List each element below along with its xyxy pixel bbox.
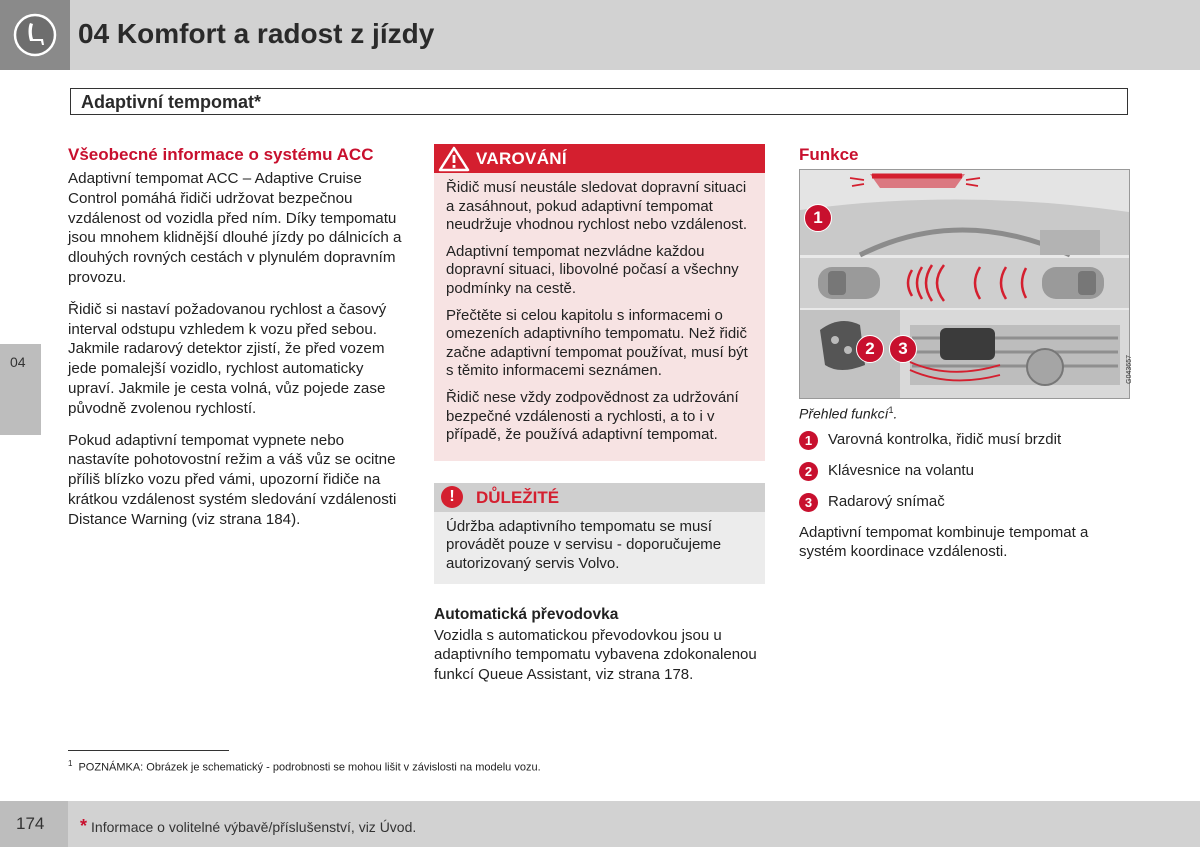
warning-triangle-icon	[438, 146, 470, 172]
legend-text: Varovná kontrolka, řidič musí brzdit	[828, 430, 1062, 448]
general-info-paragraph: Řidič si nastaví požadovanou rychlost a časový interval odstupu vzhledem k vozu před sebou. Jakmile radarový detektor zjistí, že před vozem jede pomalejší vozidlo, rychlost automaticky upraví. Jakmile je cesta volná, vůz pojede zase původně zvolenou rychlostí.	[68, 300, 387, 417]
section-title-box	[70, 88, 1128, 115]
important-header	[434, 483, 765, 512]
legend-number-badge: 2	[799, 462, 818, 481]
column-warnings	[434, 144, 765, 696]
footer-note	[80, 816, 416, 837]
automatic-transmission-text: Vozidla s automatickou převodovkou jsou u adaptivního tempomatu vybavena zdokonalenou funkcí Queue Assistant, viz strana 178.	[434, 626, 757, 683]
chapter-title: 04 Komfort a radost z jízdy	[78, 18, 435, 49]
footnote-text: POZNÁMKA: Obrázek je schematický - podrobnosti se mohou lišit v závislosti na modelu vozu.	[78, 761, 541, 774]
figure-code: G043657	[1126, 355, 1133, 384]
exclamation-icon: !	[441, 486, 463, 508]
legend-item	[799, 492, 1130, 512]
column-functions	[799, 145, 1133, 574]
functions-heading: Funkce	[799, 145, 859, 164]
footnote-rule	[68, 750, 229, 751]
important-title: DŮLEŽITÉ	[476, 487, 560, 507]
functions-illustration	[799, 169, 1133, 399]
important-box	[434, 483, 765, 584]
acc-illustration	[800, 170, 1129, 398]
important-text: Údržba adaptivního tempomatu se musí provádět pouze v servisu - doporučujeme autorizovaný servis Volvo.	[446, 517, 722, 572]
legend-text: Radarový snímač	[828, 492, 945, 510]
functions-summary: Adaptivní tempomat kombinuje tempomat a systém koordinace vzdálenosti.	[799, 523, 1089, 561]
figure-badge-1: 1	[804, 204, 832, 232]
warning-title: VAROVÁNÍ	[476, 149, 567, 168]
legend-item	[799, 461, 1130, 481]
warning-paragraph: Řidič musí neustále sledovat dopravní situaci a zasáhnout, pokud adaptivní tempomat neudržuje vhodnou rychlost nebo vzdálenost.	[446, 179, 748, 234]
general-info-heading: Všeobecné informace o systému ACC	[68, 145, 374, 164]
figure-caption: Přehled funkcí$^1$.	[799, 405, 898, 422]
warning-paragraph: Přečtěte si celou kapitolu s informacemi o omezeních adaptivního tempomatu. Než řidič začne adaptivní tempomat používat, musí být s těmito informacemi seznámen.	[446, 306, 748, 380]
warning-header	[434, 144, 765, 173]
warning-paragraph: Řidič nese vždy zodpovědnost za udržování bezpečné vzdálenosti a rychlosti, a to i v případě, že používá adaptivní tempomat.	[446, 388, 739, 444]
section-title: Adaptivní tempomat*	[81, 92, 262, 112]
side-tab-label: 04	[10, 354, 26, 370]
footnote-marker: 1	[68, 759, 73, 768]
optional-equipment-star: *	[80, 816, 88, 836]
side-chapter-tab	[0, 344, 41, 435]
chapter-icon-box	[0, 0, 70, 70]
page-number: 174	[16, 814, 45, 833]
footer-note-text: Informace o volitelné výbavě/příslušenství, viz Úvod.	[91, 819, 417, 835]
legend-number-badge: 3	[799, 493, 818, 512]
caption-footnote-marker: 1	[888, 405, 894, 415]
column-general-info	[68, 145, 403, 542]
legend-text: Klávesnice na volantu	[828, 461, 974, 479]
automatic-transmission-heading: Automatická převodovka	[434, 605, 619, 623]
figure-badge-3: 3	[889, 335, 917, 363]
warning-paragraph: Adaptivní tempomat nezvládne každou dopravní situaci, libovolné počasí a všechny podmínky na cestě.	[446, 242, 739, 297]
legend-item	[799, 430, 1130, 450]
footnote	[68, 759, 541, 774]
general-info-paragraph: Pokud adaptivní tempomat vypnete nebo nastavíte pohotovostní režim a váš vůz se ocitne příliš blízko vozu před vámi, upozorní řidiče na krátkou vzdálenost systém sledování vzdálenosti Distance Warning (viz strana 184).	[68, 431, 397, 528]
legend-number-badge: 1	[799, 431, 818, 450]
seat-icon	[13, 13, 57, 57]
warning-box	[434, 144, 765, 461]
caption-text: Přehled funkcí	[799, 405, 889, 422]
figure-badge-2: 2	[856, 335, 884, 363]
general-info-paragraph: Adaptivní tempomat ACC – Adaptive Cruise Control pomáhá řidiči udržovat bezpečnou vzdálenost od vozidla před ním. Díky tempomatu jsou mnohem klidnější dlouhé jízdy po dálnicích a dlouhých rovných cestách v plynulém dopravním provozu.	[68, 170, 402, 286]
